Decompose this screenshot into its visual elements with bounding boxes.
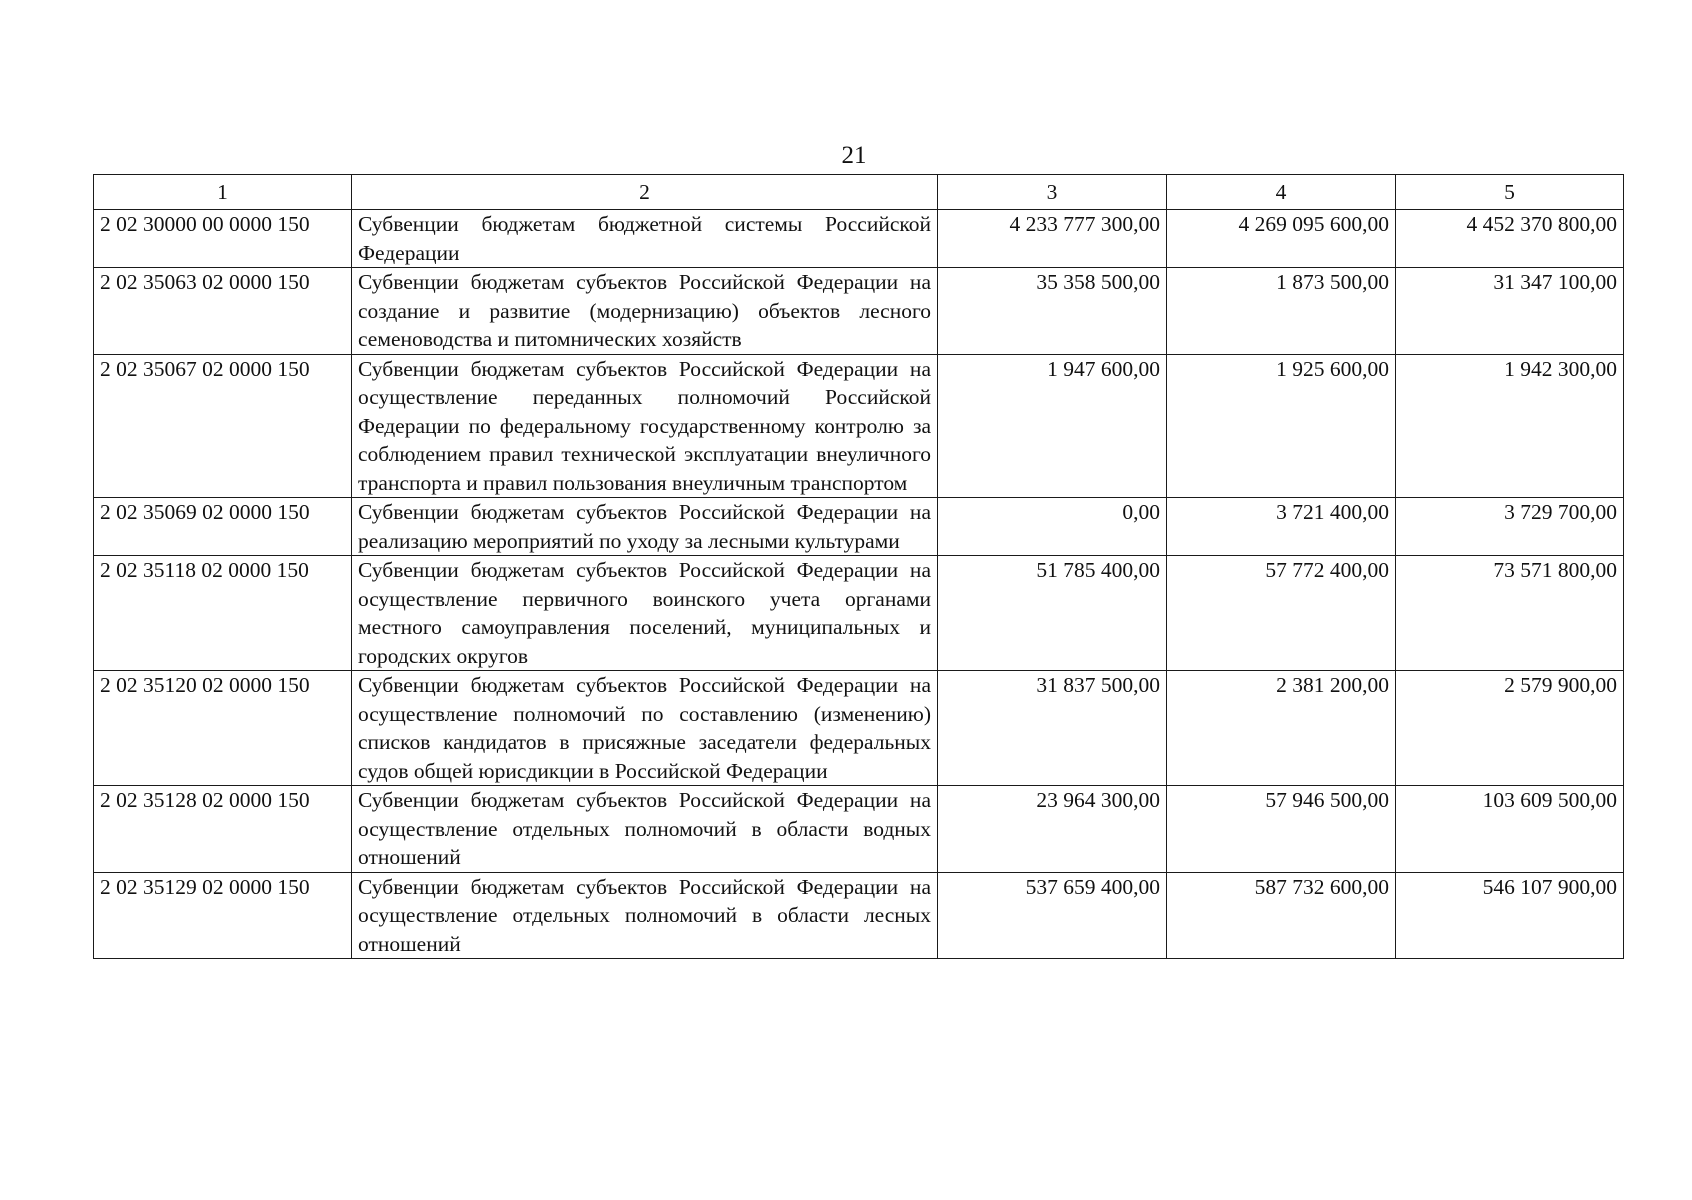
table-row — [94, 872, 1624, 959]
row-name: Субвенции бюджетам субъектов Российской Федерации на осуществление полномочий по составлению (изменению) списков кандидатов в присяжные заседатели федеральных судов общей юрисдикции в Российской Федерации — [352, 671, 938, 786]
row-code: 2 02 35063 02 0000 150 — [94, 268, 352, 355]
row-amount-col4: 2 381 200,00 — [1167, 671, 1396, 786]
row-amount-col5: 3 729 700,00 — [1396, 498, 1624, 556]
row-amount-col5: 103 609 500,00 — [1396, 786, 1624, 873]
row-amount-col3: 23 964 300,00 — [938, 786, 1167, 873]
row-amount-col5: 4 452 370 800,00 — [1396, 210, 1624, 268]
page-number: 21 — [841, 142, 867, 169]
table-row — [94, 556, 1624, 671]
row-amount-col4: 1 873 500,00 — [1167, 268, 1396, 355]
table-row — [94, 210, 1624, 268]
row-code: 2 02 35120 02 0000 150 — [94, 671, 352, 786]
row-code: 2 02 35069 02 0000 150 — [94, 498, 352, 556]
row-amount-col5: 73 571 800,00 — [1396, 556, 1624, 671]
row-amount-col4: 57 772 400,00 — [1167, 556, 1396, 671]
row-code: 2 02 35128 02 0000 150 — [94, 786, 352, 873]
row-name: Субвенции бюджетам субъектов Российской Федерации на осуществление отдельных полномочий в области лесных отношений — [352, 872, 938, 959]
header-col-5: 5 — [1396, 175, 1624, 210]
row-amount-col3: 537 659 400,00 — [938, 872, 1167, 959]
table-row — [94, 671, 1624, 786]
table-row — [94, 498, 1624, 556]
row-amount-col4: 57 946 500,00 — [1167, 786, 1396, 873]
row-amount-col4: 4 269 095 600,00 — [1167, 210, 1396, 268]
row-amount-col3: 35 358 500,00 — [938, 268, 1167, 355]
header-col-3: 3 — [938, 175, 1167, 210]
header-col-4: 4 — [1167, 175, 1396, 210]
row-name: Субвенции бюджетам субъектов Российской Федерации на осуществление переданных полномочий Российской Федерации по федеральному государственному контролю за соблюдением правил технической эксплуатации внеуличного транспорта и правил пользования внеуличным транспортом — [352, 354, 938, 498]
row-amount-col3: 31 837 500,00 — [938, 671, 1167, 786]
row-amount-col3: 1 947 600,00 — [938, 354, 1167, 498]
row-name: Субвенции бюджетам субъектов Российской Федерации на реализацию мероприятий по уходу за лесными культурами — [352, 498, 938, 556]
row-name: Субвенции бюджетам бюджетной системы Российской Федерации — [352, 210, 938, 268]
row-code: 2 02 30000 00 0000 150 — [94, 210, 352, 268]
budget-table — [93, 174, 1624, 959]
table-row — [94, 268, 1624, 355]
header-col-1: 1 — [94, 175, 352, 210]
row-name: Субвенции бюджетам субъектов Российской Федерации на создание и развитие (модернизацию) объектов лесного семеноводства и питомнических хозяйств — [352, 268, 938, 355]
row-amount-col4: 3 721 400,00 — [1167, 498, 1396, 556]
table-row — [94, 786, 1624, 873]
row-amount-col3: 0,00 — [938, 498, 1167, 556]
row-name: Субвенции бюджетам субъектов Российской Федерации на осуществление первичного воинского учета органами местного самоуправления поселений, муниципальных и городских округов — [352, 556, 938, 671]
row-amount-col5: 1 942 300,00 — [1396, 354, 1624, 498]
row-code: 2 02 35118 02 0000 150 — [94, 556, 352, 671]
table-header-row — [94, 175, 1624, 210]
row-amount-col5: 31 347 100,00 — [1396, 268, 1624, 355]
row-amount-col5: 2 579 900,00 — [1396, 671, 1624, 786]
row-amount-col3: 51 785 400,00 — [938, 556, 1167, 671]
row-amount-col4: 587 732 600,00 — [1167, 872, 1396, 959]
header-col-2: 2 — [352, 175, 938, 210]
row-amount-col3: 4 233 777 300,00 — [938, 210, 1167, 268]
row-amount-col5: 546 107 900,00 — [1396, 872, 1624, 959]
table-row — [94, 354, 1624, 498]
row-name: Субвенции бюджетам субъектов Российской Федерации на осуществление отдельных полномочий в области водных отношений — [352, 786, 938, 873]
row-code: 2 02 35067 02 0000 150 — [94, 354, 352, 498]
row-amount-col4: 1 925 600,00 — [1167, 354, 1396, 498]
row-code: 2 02 35129 02 0000 150 — [94, 872, 352, 959]
